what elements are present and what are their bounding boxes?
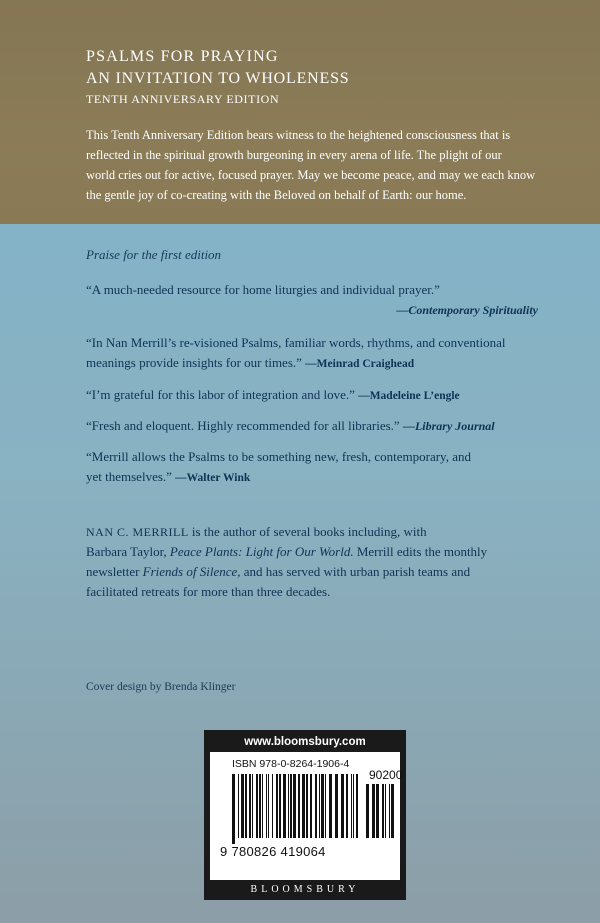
bio-text: Barbara Taylor, — [86, 544, 170, 559]
barcode-block — [204, 730, 406, 900]
bio-text: newsletter — [86, 564, 143, 579]
intro-line: the gentle joy of co-creating with the Beloved on behalf of Earth: our home. — [86, 188, 467, 202]
bio-text: facilitated retreats for more than three decades. — [86, 584, 331, 599]
intro-line: reflected in the spiritual growth burgeoning in every arena of life. The plight of our — [86, 148, 502, 162]
praise-quote — [86, 447, 538, 488]
quote-text: yet themselves.” — [86, 469, 172, 484]
ean-barcode — [232, 774, 360, 844]
praise-quote — [86, 385, 538, 406]
quote-attribution: —Walter Wink — [175, 472, 251, 484]
quote-attribution: —Library Journal — [402, 419, 495, 433]
intro-line: world cries out for active, focused prayer. May we become peace, and may we each know — [86, 168, 536, 182]
barcode-number: 9 780826 419064 — [220, 844, 326, 859]
book-subtitle: AN INVITATION TO WHOLENESS — [86, 70, 350, 87]
quote-attribution: —Meinrad Craighead — [305, 358, 415, 370]
newsletter-reference: Friends of Silence, — [142, 564, 241, 579]
publisher-logo-text: BLOOMSBURY — [250, 884, 360, 895]
bio-text: Merrill edits the monthly — [353, 544, 488, 559]
quote-attribution: —Contemporary Spirituality — [396, 303, 538, 317]
praise-heading: Praise for the first edition — [86, 247, 222, 262]
book-reference: Peace Plants: Light for Our World. — [169, 544, 354, 559]
isbn-label: ISBN 978-0-8264-1906-4 — [232, 758, 350, 770]
praise-quote — [86, 280, 538, 320]
quote-attribution: —Madeleine L’engle — [358, 390, 460, 402]
author-name: NAN C. MERRILL — [86, 525, 189, 539]
bio-text: is the author of several books including, with — [188, 524, 427, 539]
price-code: 90200 — [369, 768, 403, 782]
quote-text: “Merrill allows the Psalms to be something new, fresh, contemporary, and — [86, 449, 471, 464]
intro-line: This Tenth Anniversary Edition bears witness to the heightened consciousness that is — [86, 128, 511, 142]
intro-text — [86, 125, 546, 205]
edition-label: TENTH ANNIVERSARY EDITION — [86, 92, 280, 106]
publisher-url: www.bloomsbury.com — [244, 736, 366, 748]
praise-quote — [86, 416, 538, 436]
author-bio — [86, 522, 546, 602]
cover-design-credit: Cover design by Brenda Klinger — [86, 681, 236, 693]
quote-text: meanings provide insights for our times.” — [86, 355, 302, 370]
quote-text: “A much-needed resource for home liturgies and individual prayer.” — [86, 282, 440, 297]
bio-text: and has served with urban parish teams and — [240, 564, 471, 579]
addon-barcode — [366, 784, 394, 844]
quote-text: “Fresh and eloquent. Highly recommended for all libraries.” — [86, 418, 400, 433]
quote-text: “I’m grateful for this labor of integration and love.” — [86, 387, 355, 402]
barcode-panel — [210, 752, 403, 880]
praise-quote — [86, 333, 538, 374]
quote-text: “In Nan Merrill’s re-visioned Psalms, familiar words, rhythms, and conventional — [86, 335, 506, 350]
book-title: PSALMS FOR PRAYING — [86, 48, 279, 65]
